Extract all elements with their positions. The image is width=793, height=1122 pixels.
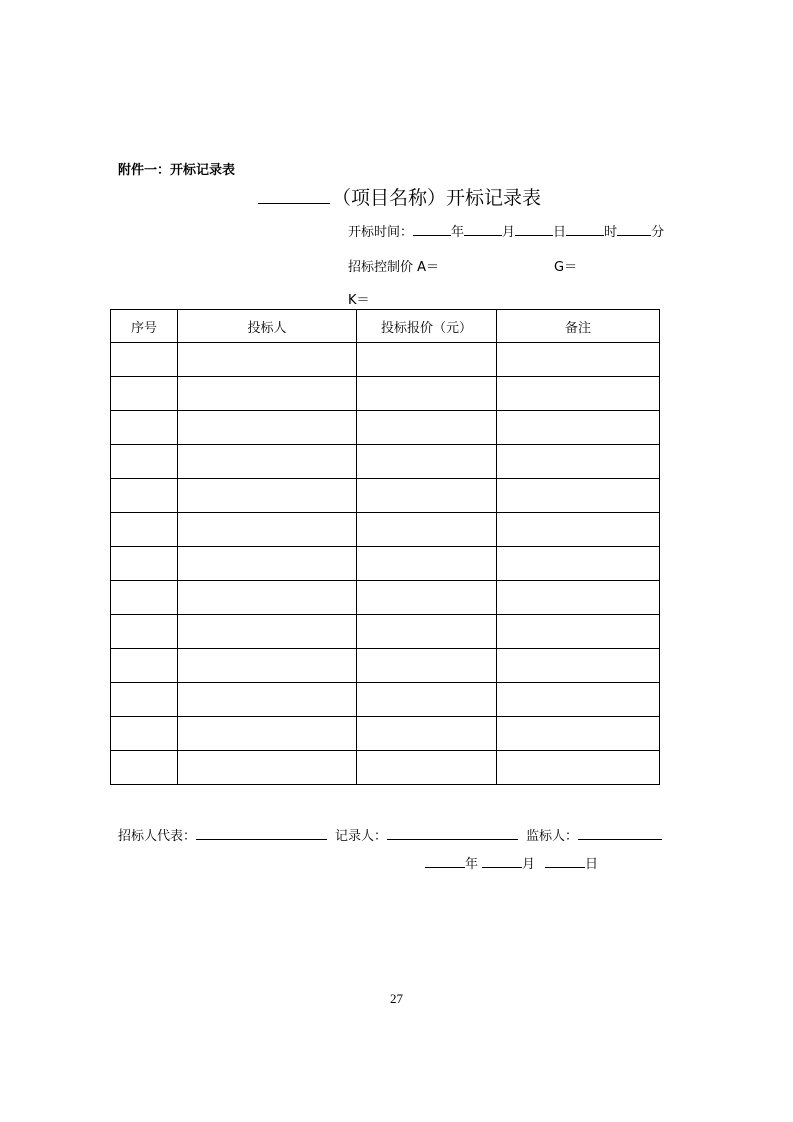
bid-record-table xyxy=(110,309,660,785)
table-row xyxy=(111,513,660,547)
page-number: 27 xyxy=(390,991,403,1006)
index-cell[interactable] xyxy=(111,649,178,683)
remarks-cell[interactable] xyxy=(497,445,660,479)
index-cell[interactable] xyxy=(111,479,178,513)
signature-line xyxy=(118,825,662,844)
minute-label: 分 xyxy=(651,225,665,240)
table-row xyxy=(111,479,660,513)
bid-price-cell[interactable] xyxy=(357,479,497,513)
bid-price-cell[interactable] xyxy=(357,615,497,649)
bid-price-cell[interactable] xyxy=(357,411,497,445)
bid-price-cell[interactable] xyxy=(357,751,497,785)
index-cell[interactable] xyxy=(111,445,178,479)
index-cell[interactable] xyxy=(111,717,178,751)
remarks-cell[interactable] xyxy=(497,615,660,649)
supervisor-label: 监标人： xyxy=(526,829,579,844)
bidder-cell[interactable] xyxy=(178,377,357,411)
header-index: 序号 xyxy=(111,310,178,343)
bid-price-cell[interactable] xyxy=(357,343,497,377)
remarks-cell[interactable] xyxy=(497,717,660,751)
remarks-cell[interactable] xyxy=(497,649,660,683)
open-time-line xyxy=(348,221,664,240)
index-cell[interactable] xyxy=(111,343,178,377)
table-row xyxy=(111,445,660,479)
index-cell[interactable] xyxy=(111,411,178,445)
bidder-cell[interactable] xyxy=(178,513,357,547)
index-cell[interactable] xyxy=(111,615,178,649)
table-row xyxy=(111,377,660,411)
year-label: 年 xyxy=(451,225,465,240)
bid-price-cell[interactable] xyxy=(357,649,497,683)
bid-price-cell[interactable] xyxy=(357,513,497,547)
table-row xyxy=(111,581,660,615)
bid-price-cell[interactable] xyxy=(357,717,497,751)
bid-price-cell[interactable] xyxy=(357,547,497,581)
remarks-cell[interactable] xyxy=(497,411,660,445)
remarks-cell[interactable] xyxy=(497,377,660,411)
table-row xyxy=(111,615,660,649)
recorder-label: 记录人： xyxy=(335,829,388,844)
table-row xyxy=(111,343,660,377)
bidder-cell[interactable] xyxy=(178,479,357,513)
bidder-cell[interactable] xyxy=(178,649,357,683)
remarks-cell[interactable] xyxy=(497,683,660,717)
index-cell[interactable] xyxy=(111,513,178,547)
control-price-label: 招标控制价 A＝ xyxy=(348,260,440,275)
remarks-cell[interactable] xyxy=(497,751,660,785)
form-title-text: （项目名称）开标记录表 xyxy=(332,187,542,209)
k-label: K＝ xyxy=(348,293,370,308)
bid-price-cell[interactable] xyxy=(357,581,497,615)
table-row xyxy=(111,411,660,445)
g-label: G＝ xyxy=(554,260,578,275)
bid-price-cell[interactable] xyxy=(357,683,497,717)
sign-month-blank[interactable] xyxy=(482,853,522,868)
project-name-blank[interactable] xyxy=(258,183,330,204)
bidder-cell[interactable] xyxy=(178,683,357,717)
sign-year-blank[interactable] xyxy=(425,853,465,868)
bid-price-cell[interactable] xyxy=(357,445,497,479)
bidder-cell[interactable] xyxy=(178,445,357,479)
index-cell[interactable] xyxy=(111,377,178,411)
bidder-cell[interactable] xyxy=(178,547,357,581)
index-cell[interactable] xyxy=(111,683,178,717)
day-label: 日 xyxy=(553,225,567,240)
remarks-cell[interactable] xyxy=(497,547,660,581)
open-time-label: 开标时间： xyxy=(348,225,414,240)
remarks-cell[interactable] xyxy=(497,581,660,615)
form-title xyxy=(258,183,541,210)
day-blank[interactable] xyxy=(515,221,553,236)
remarks-cell[interactable] xyxy=(497,479,660,513)
representative-blank[interactable] xyxy=(196,825,327,840)
table-row xyxy=(111,717,660,751)
bidder-cell[interactable] xyxy=(178,581,357,615)
attachment-label: 附件一：开标记录表 xyxy=(118,163,236,178)
sign-month-label: 月 xyxy=(522,857,536,872)
table-row xyxy=(111,683,660,717)
bidder-cell[interactable] xyxy=(178,411,357,445)
sign-date-line xyxy=(425,853,598,872)
sign-day-label: 日 xyxy=(585,857,599,872)
year-blank[interactable] xyxy=(413,221,451,236)
index-cell[interactable] xyxy=(111,547,178,581)
header-bid-price: 投标报价（元） xyxy=(357,310,497,343)
hour-blank[interactable] xyxy=(566,221,604,236)
minute-blank[interactable] xyxy=(617,221,651,236)
index-cell[interactable] xyxy=(111,751,178,785)
sign-year-label: 年 xyxy=(465,857,479,872)
bidder-cell[interactable] xyxy=(178,615,357,649)
remarks-cell[interactable] xyxy=(497,513,660,547)
header-remarks: 备注 xyxy=(497,310,660,343)
bid-price-cell[interactable] xyxy=(357,377,497,411)
hour-label: 时 xyxy=(604,225,618,240)
month-label: 月 xyxy=(502,225,516,240)
month-blank[interactable] xyxy=(464,221,502,236)
bidder-cell[interactable] xyxy=(178,343,357,377)
supervisor-blank[interactable] xyxy=(578,825,662,840)
table-row xyxy=(111,751,660,785)
representative-label: 招标人代表： xyxy=(118,829,197,844)
index-cell[interactable] xyxy=(111,581,178,615)
header-bidder: 投标人 xyxy=(178,310,357,343)
bidder-cell[interactable] xyxy=(178,717,357,751)
table-row xyxy=(111,547,660,581)
bidder-cell[interactable] xyxy=(178,751,357,785)
remarks-cell[interactable] xyxy=(497,343,660,377)
recorder-blank[interactable] xyxy=(387,825,518,840)
table-row xyxy=(111,649,660,683)
table-header-row xyxy=(111,310,660,343)
sign-day-blank[interactable] xyxy=(545,853,585,868)
